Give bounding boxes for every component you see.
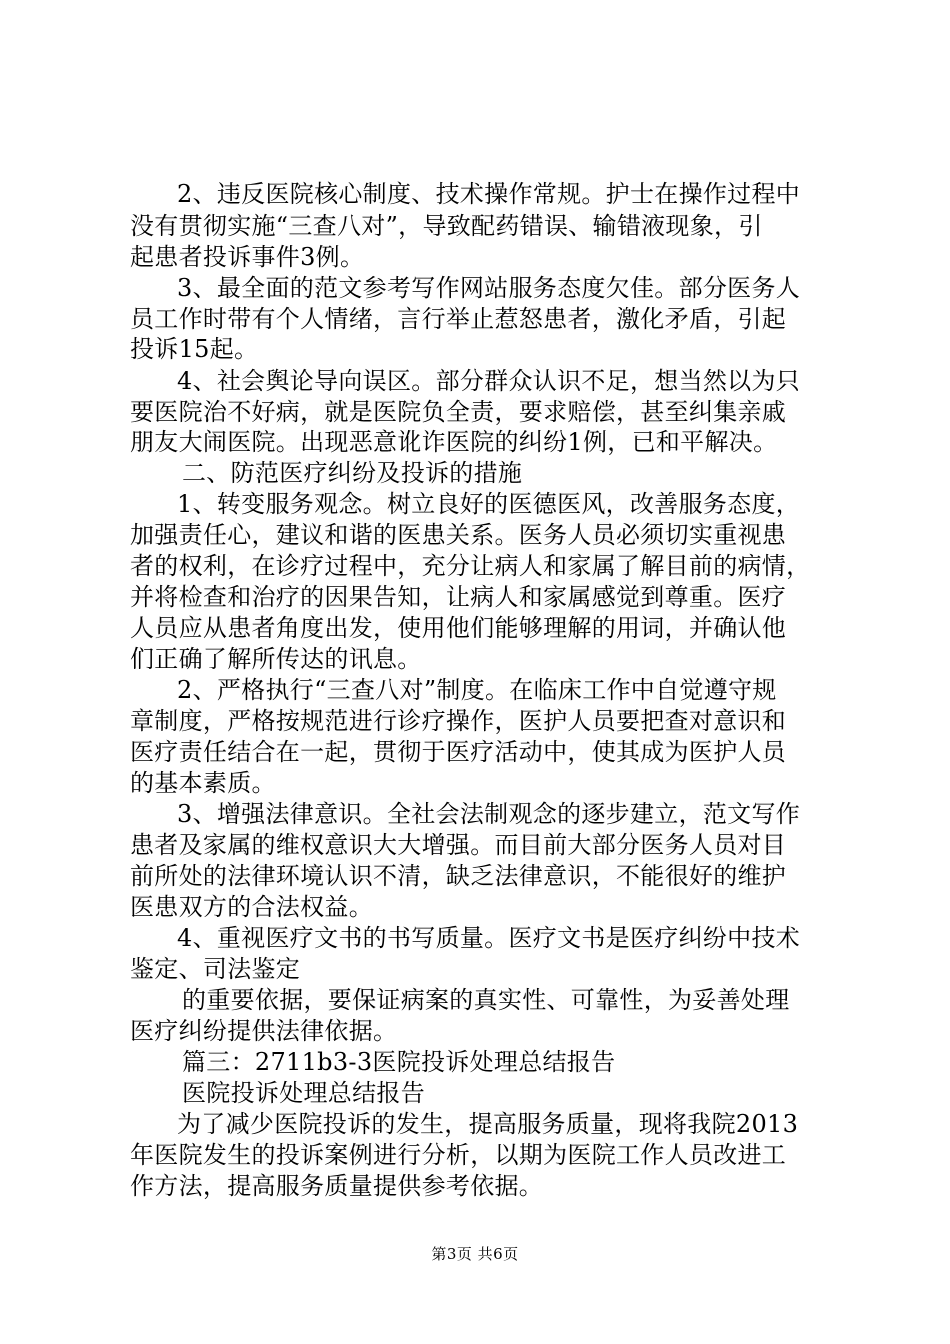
paragraph-line: 3、最全面的范文参考写作网站服务态度欠佳。部分医务人 <box>177 274 801 302</box>
paragraph-line: 者的权利，在诊疗过程中，充分让病人和家属了解目前的病情， <box>130 552 811 580</box>
paragraph-line: 没有贯彻实施“三查八对”，导致配药错误、输错液现象，引 <box>130 212 763 240</box>
paragraph-line: 2、严格执行“三查八对”制度。在临床工作中自觉遵守规 <box>177 676 777 704</box>
paragraph-line: 3、增强法律意识。全社会法制观念的逐步建立，范文写作 <box>177 800 801 828</box>
paragraph-line: 朋友大闹医院。出现恶意讹诈医院的纠纷1例，已和平解决。 <box>130 428 778 456</box>
paragraph-line: 2、违反医院核心制度、技术操作常规。护士在操作过程中 <box>177 180 801 208</box>
paragraph-line: 起患者投诉事件3例。 <box>130 243 365 271</box>
paragraph-line: 医疗责任结合在一起，贯彻于医疗活动中，使其成为医护人员 <box>130 738 787 766</box>
page-footer: 第3页 共6页 <box>431 1245 519 1263</box>
paragraph-line: 的基本素质。 <box>130 769 276 797</box>
paragraph-line: 加强责任心，建议和谐的医患关系。医务人员必须切实重视患 <box>130 521 787 549</box>
paragraph-line: 们正确了解所传达的讯息。 <box>130 645 422 673</box>
paragraph-line: 年医院发生的投诉案例进行分析，以期为医院工作人员改进工 <box>130 1141 787 1169</box>
section-heading: 二、防范医疗纠纷及投诉的措施 <box>182 459 523 487</box>
paragraph-line: 投诉15起。 <box>130 335 259 363</box>
paragraph-line: 章制度，严格按规范进行诊疗操作，医护人员要把查对意识和 <box>130 707 787 735</box>
paragraph-line: 为了减少医院投诉的发生，提高服务质量，现将我院2013 <box>177 1110 799 1138</box>
paragraph-line: 4、社会舆论导向误区。部分群众认识不足，想当然以为只 <box>177 367 801 395</box>
section-heading: 篇三：2711b3-3医院投诉处理总结报告 <box>182 1048 616 1076</box>
paragraph-line: 医疗纠纷提供法律依据。 <box>130 1017 398 1045</box>
paragraph-line: 并将检查和治疗的因果告知，让病人和家属感觉到尊重。医疗 <box>130 583 787 611</box>
paragraph-line: 前所处的法律环境认识不清，缺乏法律意识，不能很好的维护 <box>130 862 787 890</box>
paragraph-line: 4、重视医疗文书的书写质量。医疗文书是医疗纠纷中技术 <box>177 924 801 952</box>
paragraph-line: 医患双方的合法权益。 <box>130 893 373 921</box>
paragraph-line: 作方法，提高服务质量提供参考依据。 <box>130 1172 544 1200</box>
paragraph-line: 的重要依据，要保证病案的真实性、可靠性，为妥善处理 <box>182 986 790 1014</box>
paragraph-line: 鉴定、司法鉴定 <box>130 955 301 983</box>
paragraph-line: 要医院治不好病，就是医院负全责，要求赔偿，甚至纠集亲戚 <box>130 398 787 426</box>
paragraph-line: 1、转变服务观念。树立良好的医德医风，改善服务态度， <box>177 490 801 518</box>
paragraph-line: 人员应从患者角度出发，使用他们能够理解的用词，并确认他 <box>130 614 787 642</box>
paragraph-line: 患者及家属的维权意识大大增强。而目前大部分医务人员对目 <box>130 831 787 859</box>
report-title: 医院投诉处理总结报告 <box>182 1079 425 1107</box>
paragraph-line: 员工作时带有个人情绪，言行举止惹怒患者，激化矛盾，引起 <box>130 305 787 333</box>
